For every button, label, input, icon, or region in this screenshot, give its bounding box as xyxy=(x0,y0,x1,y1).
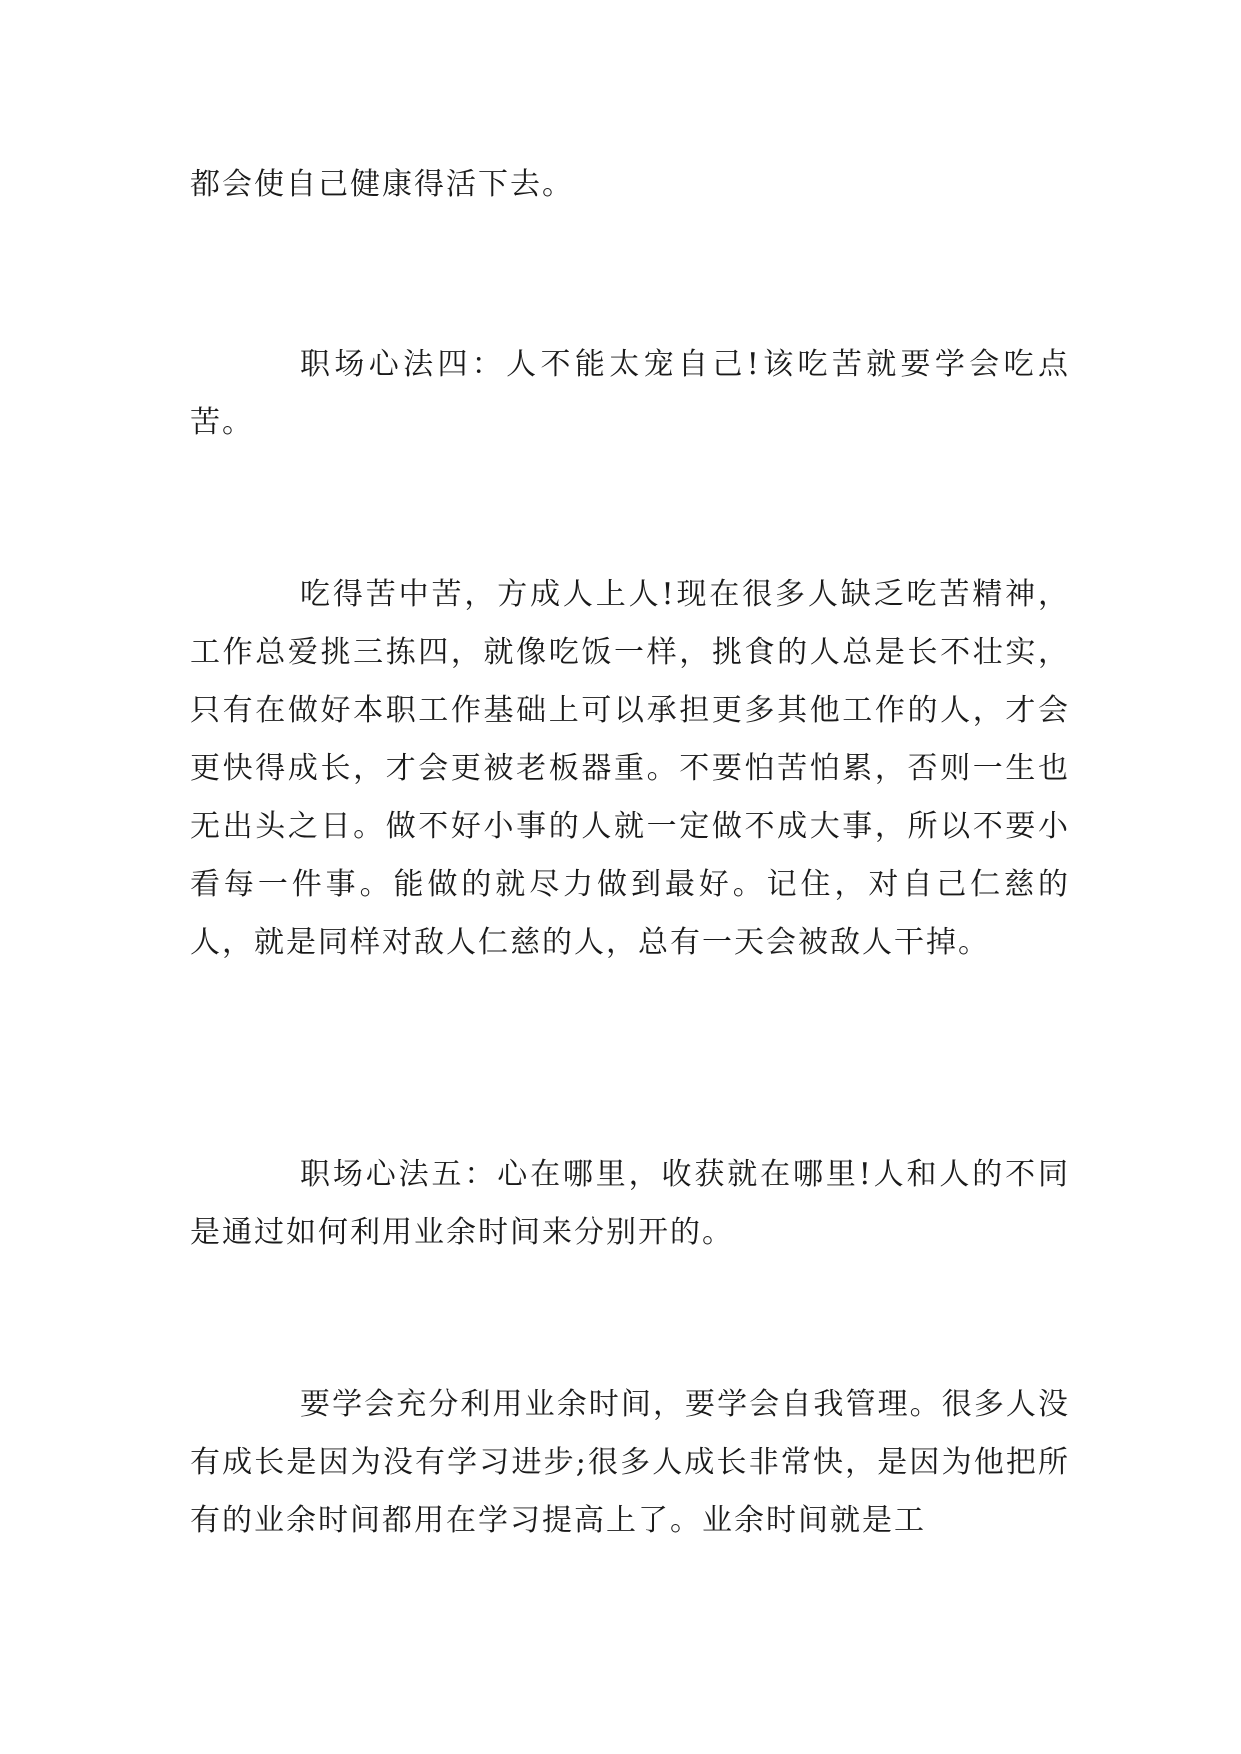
paragraph-hardship: 吃得苦中苦，方成人上人!现在很多人缺乏吃苦精神，工作总爱挑三拣四，就像吃饭一样，挑食的人总是长不壮实，只有在做好本职工作基础上可以承担更多其他工作的人，才会更快得成长，才会更被老板器重。不要怕苦怕累，否则一生也无出头之日。做不好小事的人就一定做不成大事，所以不要小看每一件事。能做的就尽力做到最好。记住，对自己仁慈的人，就是同样对敌人仁慈的人，总有一天会被敌人干掉。 xyxy=(190,577,1070,960)
heading-method-five: 职场心法五：心在哪里，收获就在哪里!人和人的不同是通过如何利用业余时间来分别开的。 xyxy=(190,1157,1070,1250)
heading-method-four: 职场心法四：人不能太宠自己!该吃苦就要学会吃点苦。 xyxy=(190,347,1070,440)
paragraph-spare-time: 要学会充分利用业余时间，要学会自我管理。很多人没有成长是因为没有学习进步;很多人成长非常快，是因为他把所有的业余时间都用在学习提高上了。业余时间就是工 xyxy=(190,1387,1070,1538)
paragraph-continuation: 都会使自己健康得活下去。 xyxy=(190,167,574,202)
